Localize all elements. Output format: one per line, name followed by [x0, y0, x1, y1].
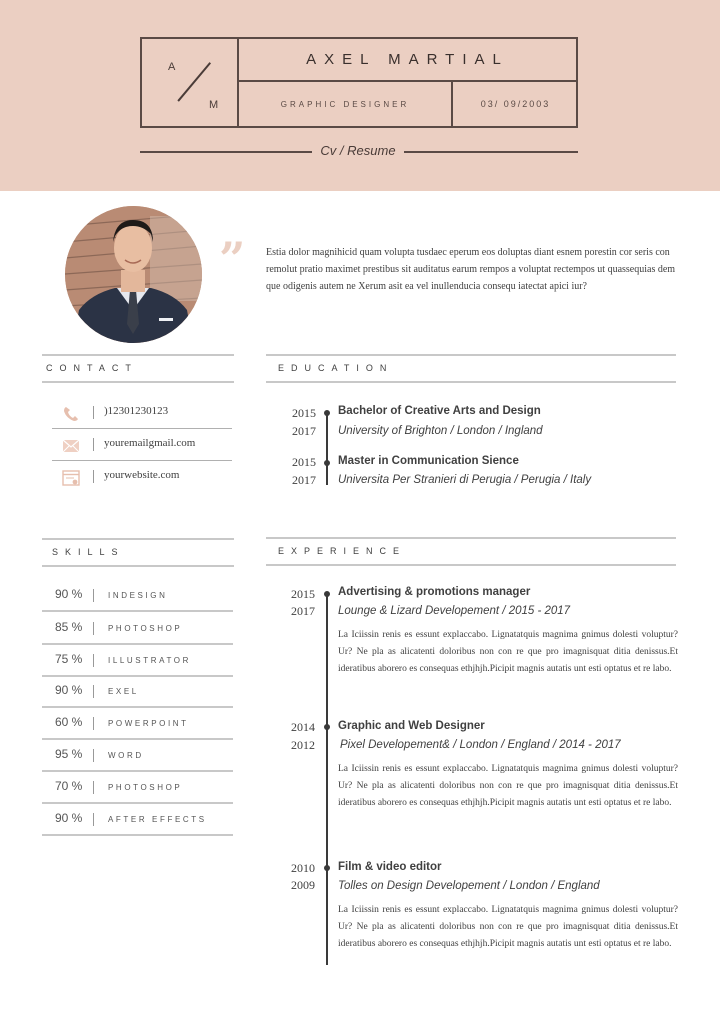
skill-row: [42, 772, 233, 804]
skill-row: [42, 676, 233, 708]
timeline-dot: [324, 865, 330, 871]
separator: [93, 781, 94, 794]
education-timeline: [326, 411, 328, 485]
monogram-first-initial: A: [168, 61, 176, 73]
header-frame: [140, 37, 578, 128]
timeline-dot: [324, 724, 330, 730]
skill-row: [42, 613, 233, 645]
birth-date: 03/ 09/2003: [480, 99, 551, 109]
timeline-dot: [324, 460, 330, 466]
skill-row: [42, 580, 233, 612]
full-name: AXEL MARTIAL: [306, 51, 509, 68]
website-url: yourwebsite.com: [104, 469, 180, 481]
divider: [140, 151, 312, 153]
institution: Universita Per Stranieri di Perugia / Perugia / Italy: [338, 474, 592, 486]
contact-email[interactable]: [52, 429, 232, 461]
skill-name: EXEL: [108, 687, 139, 696]
separator: [93, 622, 94, 635]
timeline-dot: [324, 591, 330, 597]
skill-row: [42, 804, 233, 836]
separator: [93, 685, 94, 698]
company: Pixel Developement& / London / England / 2014 - 2017: [340, 739, 621, 751]
monogram-last-initial: M: [209, 99, 219, 111]
skill-row: [42, 708, 233, 740]
year-start: 2015: [292, 406, 316, 420]
divider: [404, 151, 578, 153]
skill-name: ILLUSTRATOR: [108, 656, 191, 665]
date-cell: [455, 82, 576, 126]
year-start: 2010: [291, 861, 315, 875]
doc-label: Cv / Resume: [320, 143, 396, 158]
year-start: 2015: [292, 455, 316, 469]
name-cell: [239, 39, 576, 82]
skill-percent: 60 %: [55, 715, 83, 729]
skill-row: [42, 645, 233, 677]
skill-percent: 90 %: [55, 683, 83, 697]
skills-section-header: [42, 538, 234, 567]
year-end: 2017: [291, 604, 315, 618]
job-title: Advertising & promotions manager: [338, 586, 531, 598]
mail-icon: [62, 438, 80, 454]
skill-name: AFTER EFFECTS: [108, 815, 207, 824]
degree-title: Bachelor of Creative Arts and Design: [338, 405, 541, 417]
year-end: 2017: [292, 424, 316, 438]
job-title: Graphic and Web Designer: [338, 720, 485, 732]
year-end: 2017: [292, 473, 316, 487]
email-address: youremailgmail.com: [104, 437, 196, 449]
contact-phone[interactable]: [52, 397, 232, 429]
doc-label-row: [140, 141, 578, 161]
skill-percent: 95 %: [55, 747, 83, 761]
phone-icon: [62, 406, 80, 422]
year-end: 2009: [291, 878, 315, 892]
timeline-dot: [324, 410, 330, 416]
section-title: CONTACT: [46, 363, 138, 373]
skill-percent: 75 %: [55, 652, 83, 666]
job-description: La Iciissin renis es essunt explaccabo. Lignatatquis magnima gnimus dolesti voluptur?Ur? Ne pla as alicatenti doloribus non con re que pro imagnisquat ditia denissus.Et ideratibus aborero es consequas ethjhjh.Picipit magnis autatis unt esti optatus et re labo.: [338, 630, 678, 674]
contact-website[interactable]: [52, 461, 232, 493]
skill-percent: 70 %: [55, 779, 83, 793]
header-banner: [0, 0, 720, 191]
year-end: 2012: [291, 738, 315, 752]
section-title: SKILLS: [52, 547, 125, 557]
separator: [93, 717, 94, 730]
experience-section-header: [266, 537, 676, 566]
intro-text: Estia dolor magnihicid quam volupta tusdaec eperum eos doluptas diant esnem porestin cor seris con remolut pratio maximet prestibus sit auditatus earum rempos a voluptat rectempos ut quassequias dem que odigenis autem ne Xerum asit ea vel inullenducia consequ iatectat apici iur?: [266, 247, 676, 292]
quote-mark-icon: ”: [219, 232, 246, 286]
education-section-header: [266, 354, 676, 383]
institution: University of Brighton / London / Ingland: [338, 425, 543, 437]
monogram: [142, 39, 239, 126]
web-icon: [62, 470, 80, 486]
monogram-slash: [177, 62, 210, 101]
company: Tolles on Design Developement / London / England: [338, 880, 600, 892]
skill-name: WORD: [108, 751, 144, 760]
company: Lounge & Lizard Developement / 2015 - 2017: [338, 605, 571, 617]
skill-name: PHOTOSHOP: [108, 783, 183, 792]
separator: [93, 406, 94, 419]
job-title-cell: [239, 82, 453, 126]
experience-timeline: [326, 594, 328, 965]
skill-name: POWERPOINT: [108, 719, 189, 728]
skill-name: PHOTOSHOP: [108, 624, 183, 633]
phone-number: )12301230123: [104, 405, 169, 417]
section-title: EDUCATION: [278, 363, 394, 373]
separator: [93, 749, 94, 762]
profile-photo: [65, 206, 202, 343]
section-title: EXPERIENCE: [278, 546, 407, 556]
separator: [93, 654, 94, 667]
portrait-image: [65, 206, 202, 343]
skill-name: INDESIGN: [108, 591, 168, 600]
year-start: 2015: [291, 587, 315, 601]
job-title: Film & video editor: [338, 861, 442, 873]
skill-percent: 90 %: [55, 587, 83, 601]
separator: [93, 813, 94, 826]
job-description: La Iciissin renis es essunt explaccabo. Lignatatquis magnima gnimus dolesti voluptur?Ur? Ne pla as alicatenti doloribus non con re que pro imagnisquat ditia denissus.Et ideratibus aborero es consequas ethjhjh.Picipit magnis autatis unt esti optatus et re labo.: [338, 905, 678, 949]
job-description: La Iciissin renis es essunt explaccabo. Lignatatquis magnima gnimus dolesti voluptur?Ur? Ne pla as alicatenti doloribus non con re que pro imagnisquat ditia denissus.Et ideratibus aborero es consequas ethjhjh.Picipit magnis autatis unt esti optatus et re labo.: [338, 764, 678, 808]
job-title: GRAPHIC DESIGNER: [280, 99, 410, 109]
skill-percent: 90 %: [55, 811, 83, 825]
separator: [93, 438, 94, 451]
year-start: 2014: [291, 720, 315, 734]
skill-percent: 85 %: [55, 620, 83, 634]
degree-title: Master in Communication Sience: [338, 455, 519, 467]
separator: [93, 589, 94, 602]
contact-section-header: [42, 354, 234, 383]
skill-row: [42, 740, 233, 772]
separator: [93, 470, 94, 483]
